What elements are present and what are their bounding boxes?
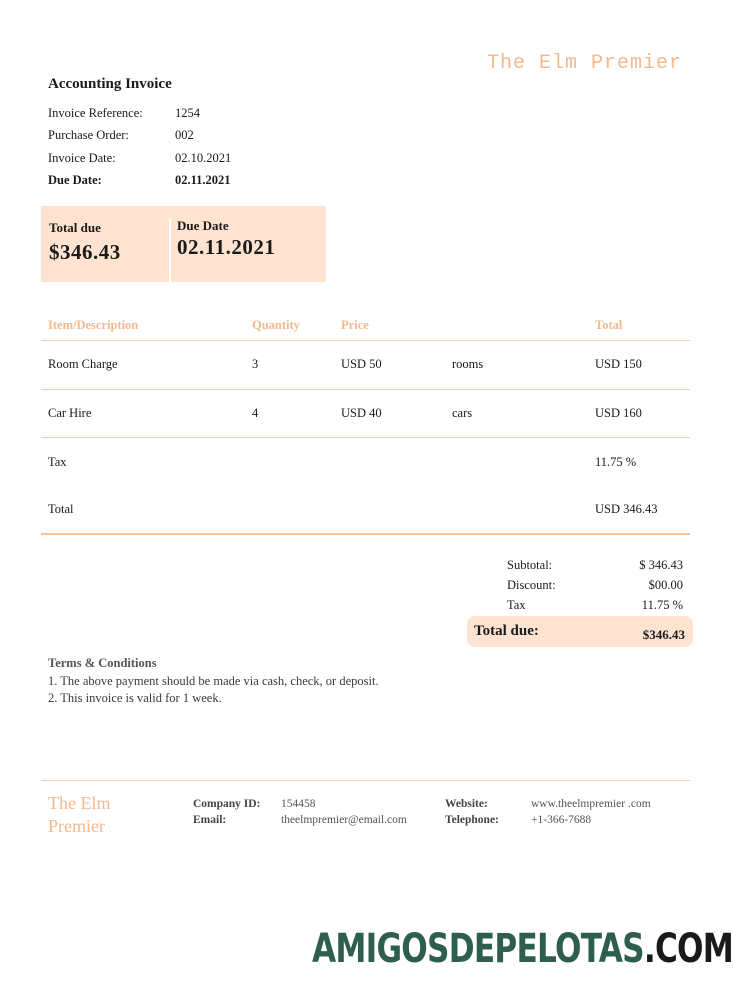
- cell-item: Room Charge: [48, 357, 118, 372]
- watermark-main: AMIGOSDEPELOTAS: [312, 926, 644, 972]
- total-due-block: [49, 220, 121, 265]
- summary-discount: [467, 575, 693, 595]
- table-row: [41, 341, 690, 390]
- items-table: [41, 310, 690, 535]
- summary-label: Subtotal:: [507, 557, 553, 572]
- website-label: Website:: [445, 798, 488, 810]
- cell-price: USD 40: [341, 405, 382, 420]
- terms-line: 1. The above payment should be made via cash, check, or deposit.: [48, 673, 379, 688]
- footer: [41, 780, 690, 836]
- invoice-meta: [48, 102, 231, 192]
- website-value: www.theelmpremier .com: [531, 798, 651, 810]
- cell-total: USD 150: [595, 357, 642, 372]
- header-total: Total: [595, 317, 623, 332]
- header-quantity: Quantity: [252, 317, 300, 332]
- meta-row-reference: [48, 102, 231, 125]
- total-due-label: Total due: [49, 220, 101, 235]
- summary-value: 11.75 %: [641, 597, 683, 612]
- total-due-box: [41, 206, 326, 282]
- summary-label: Tax: [507, 597, 526, 612]
- due-date-label: Due Date: [177, 218, 229, 233]
- header-price: Price: [341, 317, 369, 332]
- watermark: [312, 926, 733, 972]
- terms-title: Terms & Conditions: [48, 656, 157, 670]
- footer-brand-line: Premier: [48, 816, 105, 836]
- footer-labels-left: [193, 796, 260, 828]
- summary-subtotal: [467, 555, 693, 575]
- cell-total: USD 346.43: [595, 502, 658, 517]
- telephone-value: +1-366-7688: [531, 814, 592, 826]
- terms-section: [48, 655, 379, 708]
- due-date-value: 02.11.2021: [177, 235, 276, 259]
- cell-quantity: 4: [252, 405, 259, 420]
- cell-item: Tax: [48, 454, 67, 469]
- summary-label: Discount:: [507, 577, 556, 592]
- cell-total: USD 160: [595, 405, 642, 420]
- summary-value: $ 346.43: [639, 557, 683, 572]
- meta-row-purchase-order: [48, 125, 231, 148]
- table-row-tax: [41, 438, 690, 487]
- cell-quantity: 3: [252, 357, 259, 372]
- invoice-title: Accounting Invoice: [48, 76, 172, 92]
- total-due-value: $346.43: [49, 240, 121, 264]
- summary-total-value: $346.43: [642, 626, 685, 642]
- table-header: [41, 310, 690, 341]
- summary-total-label: Total due:: [474, 623, 539, 639]
- meta-value: 1254: [175, 105, 200, 120]
- footer-values-right: [531, 796, 651, 828]
- watermark-tld: .COM: [643, 926, 733, 972]
- summary-block: [467, 555, 693, 647]
- footer-brand: [48, 792, 158, 838]
- footer-values-left: [281, 796, 407, 828]
- meta-value: 002: [175, 128, 194, 143]
- meta-row-invoice-date: [48, 147, 231, 170]
- summary-value: $00.00: [648, 577, 683, 592]
- meta-label: Invoice Date:: [48, 150, 116, 165]
- summary-total-due: [467, 616, 693, 647]
- email-value: theelmpremier@email.com: [281, 814, 407, 826]
- cell-price: USD 50: [341, 357, 382, 372]
- meta-value: 02.10.2021: [175, 150, 232, 165]
- table-row: [41, 390, 690, 439]
- terms-line: 2. This invoice is valid for 1 week.: [48, 691, 222, 705]
- cell-total: 11.75 %: [595, 454, 637, 469]
- table-row-total: [41, 487, 690, 536]
- due-date-block: [169, 218, 275, 282]
- meta-label: Due Date:: [48, 173, 102, 188]
- cell-unit: cars: [452, 405, 473, 420]
- footer-labels-right: [445, 796, 499, 828]
- footer-brand-line: The Elm: [48, 793, 111, 813]
- company-id-value: 154458: [281, 798, 316, 810]
- telephone-label: Telephone:: [445, 814, 499, 826]
- summary-tax: [467, 595, 693, 615]
- cell-item: Car Hire: [48, 405, 92, 420]
- meta-label: Invoice Reference:: [48, 105, 143, 120]
- meta-label: Purchase Order:: [48, 128, 129, 143]
- cell-item: Total: [48, 502, 74, 517]
- brand-header: The Elm Premier: [486, 52, 682, 75]
- email-label: Email:: [193, 814, 227, 826]
- company-id-label: Company ID:: [193, 798, 261, 810]
- header-item: Item/Description: [48, 317, 139, 332]
- meta-row-due-date: [48, 170, 231, 193]
- meta-value: 02.11.2021: [175, 173, 231, 188]
- cell-unit: rooms: [452, 357, 484, 372]
